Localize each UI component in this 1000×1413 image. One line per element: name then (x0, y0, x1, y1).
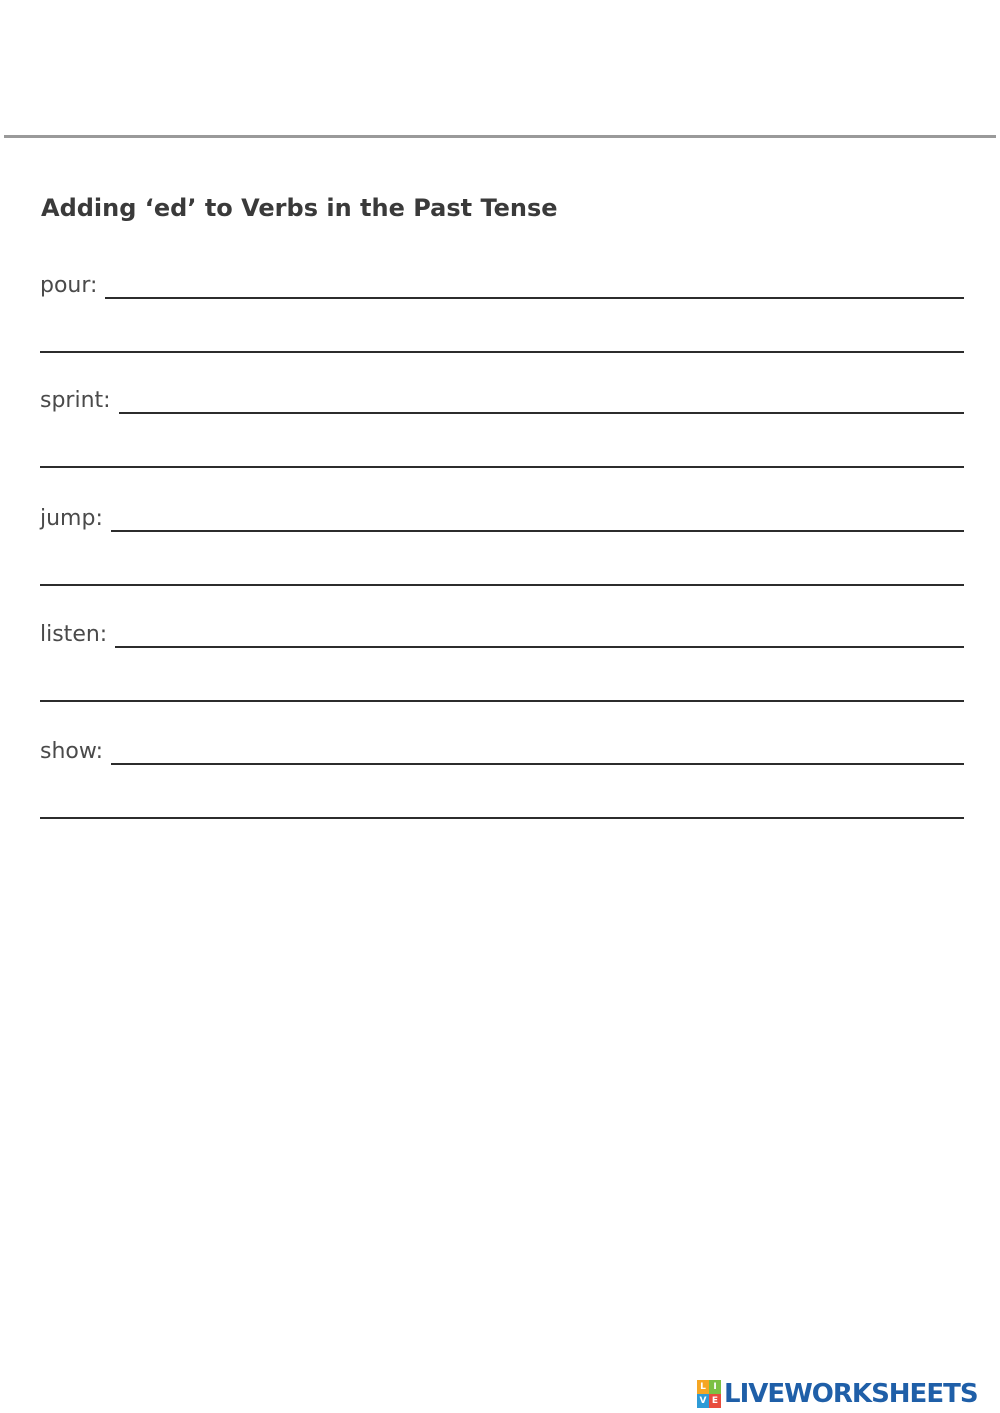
answer-line[interactable] (105, 297, 964, 299)
answer-line-continuation[interactable] (40, 466, 964, 468)
exercise-item-sprint (40, 383, 964, 483)
exercise-item-jump (40, 501, 964, 601)
worksheet-title: Adding ‘ed’ to Verbs in the Past Tense (41, 194, 558, 222)
answer-line[interactable] (111, 530, 964, 532)
verb-label: sprint: (40, 388, 111, 413)
exercise-item-pour (40, 268, 964, 368)
header-divider (4, 135, 996, 138)
verb-label: show: (40, 739, 104, 764)
liveworksheets-logo-text: LIVEWORKSHEETS (724, 1379, 978, 1409)
answer-line-continuation[interactable] (40, 817, 964, 819)
verb-label: pour: (40, 273, 98, 298)
answer-line-continuation[interactable] (40, 700, 964, 702)
answer-line[interactable] (111, 763, 964, 765)
answer-line[interactable] (119, 412, 964, 414)
answer-line[interactable] (115, 646, 964, 648)
answer-line-continuation[interactable] (40, 351, 964, 353)
answer-line-continuation[interactable] (40, 584, 964, 586)
liveworksheets-logo-icon: L I V E (697, 1380, 721, 1408)
liveworksheets-logo[interactable] (697, 1377, 978, 1411)
verb-label: jump: (40, 506, 103, 531)
exercise-item-listen (40, 617, 964, 717)
verb-label: listen: (40, 622, 108, 647)
exercise-item-show (40, 734, 964, 834)
